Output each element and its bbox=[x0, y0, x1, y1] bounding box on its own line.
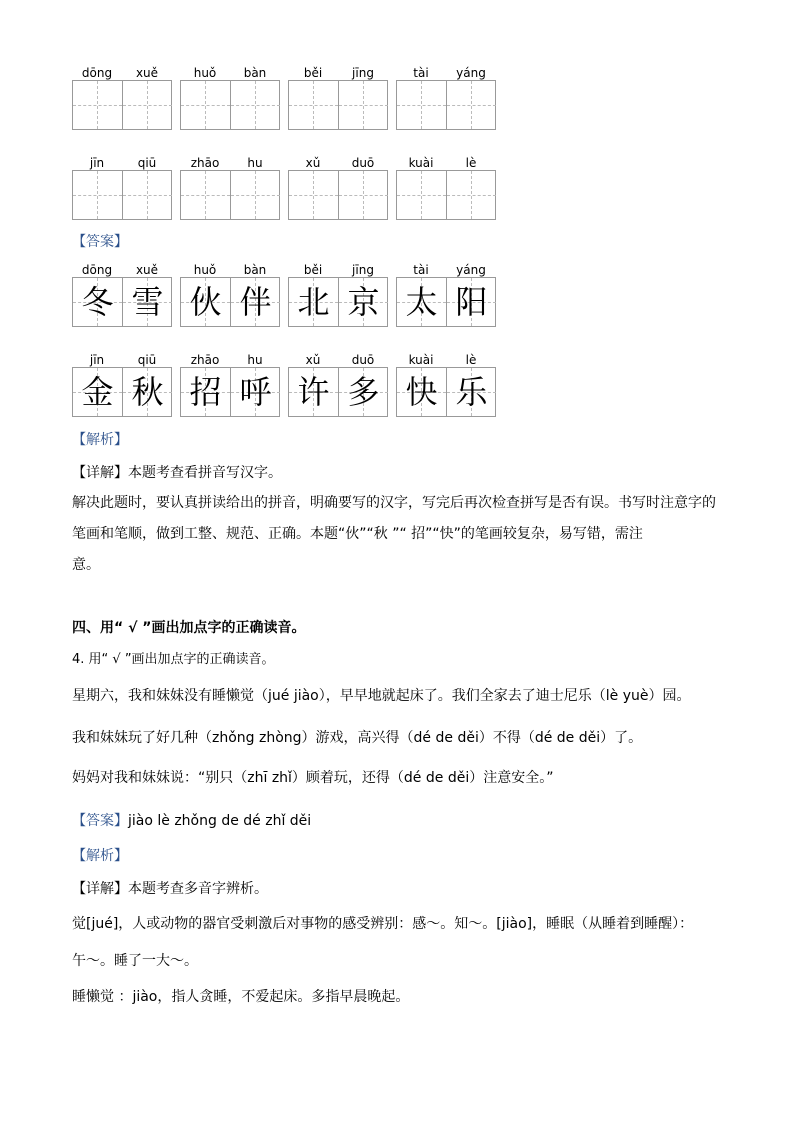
pinyin-label: yáng bbox=[456, 66, 486, 80]
pinyin-label: huǒ bbox=[193, 66, 217, 80]
analysis-label: 【解析】 bbox=[72, 848, 128, 864]
answer-line bbox=[72, 812, 311, 830]
writing-cell[interactable] bbox=[230, 81, 280, 129]
answer-char: 伙 bbox=[189, 283, 222, 321]
writing-boxes[interactable] bbox=[396, 80, 496, 130]
answer-char: 太 bbox=[405, 283, 438, 321]
answer-char: 北 bbox=[297, 283, 330, 321]
pinyin-label: jīn bbox=[89, 353, 105, 367]
writing-boxes[interactable] bbox=[72, 170, 172, 220]
pinyin-label: bàn bbox=[243, 263, 267, 277]
writing-cell[interactable] bbox=[230, 171, 280, 219]
writing-boxes[interactable] bbox=[288, 80, 388, 130]
writing-cell[interactable] bbox=[289, 81, 338, 129]
pinyin-label: hu bbox=[247, 156, 263, 170]
answer-char: 伴 bbox=[239, 283, 272, 321]
writing-cell[interactable] bbox=[181, 81, 230, 129]
writing-cell[interactable] bbox=[122, 81, 172, 129]
writing-cell[interactable] bbox=[397, 81, 446, 129]
writing-boxes[interactable] bbox=[72, 80, 172, 130]
pinyin-label: tài bbox=[413, 66, 429, 80]
pinyin-label: xǔ bbox=[305, 353, 321, 367]
answer-char: 秋 bbox=[131, 373, 164, 411]
answer-cell bbox=[397, 368, 446, 416]
answer-boxes bbox=[180, 277, 280, 327]
explanation-line: 午～。睡了一大～。 bbox=[72, 953, 198, 969]
answer-cell bbox=[397, 278, 446, 326]
writing-cell[interactable] bbox=[73, 81, 122, 129]
section-heading: 四、用“ √ ”画出加点字的正确读音。 bbox=[72, 620, 306, 636]
pinyin-label: běi bbox=[303, 263, 323, 277]
answer-char: 许 bbox=[297, 373, 330, 411]
pinyin-label: jīng bbox=[352, 263, 374, 277]
writing-cell[interactable] bbox=[73, 171, 122, 219]
writing-boxes[interactable] bbox=[180, 170, 280, 220]
answer-cell bbox=[446, 368, 496, 416]
writing-cell[interactable] bbox=[338, 81, 388, 129]
pinyin-label: duō bbox=[351, 353, 375, 367]
answer-char: 多 bbox=[347, 373, 380, 411]
pinyin-label: lè bbox=[465, 353, 477, 367]
pinyin-label: xuě bbox=[135, 263, 159, 277]
answer-cell bbox=[289, 368, 338, 416]
writing-cell[interactable] bbox=[446, 171, 496, 219]
pinyin-label: hu bbox=[247, 353, 263, 367]
pinyin-label: kuài bbox=[408, 156, 434, 170]
answer-label: 【答案】 bbox=[72, 813, 128, 829]
answer-boxes bbox=[396, 367, 496, 417]
answer-char: 呼 bbox=[239, 373, 272, 411]
pinyin-label: běi bbox=[303, 66, 323, 80]
explanation-line: 觉[jué]，人或动物的器官受刺激后对事物的感受辨别：感～。知～。[jiào]，睡眠（从睡着到睡醒）： bbox=[72, 916, 694, 932]
pinyin-label: zhāo bbox=[190, 353, 220, 367]
pinyin-label: huǒ bbox=[193, 263, 217, 277]
answer-cell bbox=[230, 278, 280, 326]
answer-cell bbox=[122, 278, 172, 326]
paragraph-line: 笔画和笔顺，做到工整、规范、正确。本题“伙”“秋 ”“ 招”“快”的笔画较复杂，易写错，需注 bbox=[72, 526, 643, 542]
answer-char: 冬 bbox=[81, 283, 114, 321]
writing-cell[interactable] bbox=[181, 171, 230, 219]
writing-boxes[interactable] bbox=[180, 80, 280, 130]
answer-cell bbox=[338, 368, 388, 416]
answer-char: 京 bbox=[347, 283, 380, 321]
answer-text: jiào lè zhǒng de dé zhǐ děi bbox=[128, 813, 312, 829]
pinyin-label: qiū bbox=[137, 353, 157, 367]
writing-cell[interactable] bbox=[397, 171, 446, 219]
writing-cell[interactable] bbox=[289, 171, 338, 219]
pinyin-label: duō bbox=[351, 156, 375, 170]
answer-char: 招 bbox=[189, 373, 222, 411]
detail-line: 【详解】本题考查多音字辨析。 bbox=[72, 881, 268, 897]
pinyin-label: tài bbox=[413, 263, 429, 277]
answer-char: 阳 bbox=[455, 283, 488, 321]
writing-boxes[interactable] bbox=[396, 170, 496, 220]
pinyin-label: bàn bbox=[243, 66, 267, 80]
answer-boxes bbox=[288, 277, 388, 327]
pinyin-label: xǔ bbox=[305, 156, 321, 170]
question-line: 妈妈对我和妹妹说：“别只（zhī zhǐ）顾着玩，还得（dé de děi）注意安全。” bbox=[72, 770, 554, 786]
answer-cell bbox=[73, 368, 122, 416]
answer-label: 【答案】 bbox=[72, 234, 128, 250]
pinyin-label: dōng bbox=[81, 263, 113, 277]
answer-cell bbox=[181, 368, 230, 416]
answer-char: 金 bbox=[81, 373, 114, 411]
pinyin-label: jīng bbox=[352, 66, 374, 80]
writing-cell[interactable] bbox=[122, 171, 172, 219]
answer-boxes bbox=[396, 277, 496, 327]
answer-boxes bbox=[72, 367, 172, 417]
answer-cell bbox=[446, 278, 496, 326]
pinyin-label: yáng bbox=[456, 263, 486, 277]
writing-boxes[interactable] bbox=[288, 170, 388, 220]
answer-boxes bbox=[72, 277, 172, 327]
paragraph-line: 解决此题时，要认真拼读给出的拼音，明确要写的汉字，写完后再次检查拼写是否有误。书写时注意字的 bbox=[72, 495, 716, 511]
pinyin-label: kuài bbox=[408, 353, 434, 367]
writing-cell[interactable] bbox=[446, 81, 496, 129]
answer-char: 雪 bbox=[131, 283, 164, 321]
question-line: 星期六，我和妹妹没有睡懒觉（jué jiào），早早地就起床了。我们全家去了迪士尼乐（lè yuè）园。 bbox=[72, 688, 691, 704]
pinyin-label: zhāo bbox=[190, 156, 220, 170]
writing-cell[interactable] bbox=[338, 171, 388, 219]
answer-cell bbox=[338, 278, 388, 326]
analysis-label: 【解析】 bbox=[72, 432, 128, 448]
pinyin-label: jīn bbox=[89, 156, 105, 170]
answer-cell bbox=[289, 278, 338, 326]
pinyin-label: lè bbox=[465, 156, 477, 170]
pinyin-label: xuě bbox=[135, 66, 159, 80]
pinyin-label: dōng bbox=[81, 66, 113, 80]
explanation-line: 睡懒觉 ：jiào，指人贪睡，不爱起床。多指早晨晚起。 bbox=[72, 989, 410, 1005]
answer-char: 快 bbox=[405, 373, 438, 411]
answer-boxes bbox=[288, 367, 388, 417]
pinyin-label: qiū bbox=[137, 156, 157, 170]
answer-cell bbox=[181, 278, 230, 326]
answer-char: 乐 bbox=[455, 373, 488, 411]
detail-line: 【详解】本题考查看拼音写汉字。 bbox=[72, 465, 282, 481]
question-line: 我和妹妹玩了好几种（zhǒng zhòng）游戏，高兴得（dé de děi）不得（dé de děi）了。 bbox=[72, 730, 643, 746]
answer-cell bbox=[73, 278, 122, 326]
paragraph-line: 意。 bbox=[72, 557, 100, 573]
answer-boxes bbox=[180, 367, 280, 417]
question-title: 4. 用“ √ ”画出加点字的正确读音。 bbox=[72, 652, 275, 667]
answer-cell bbox=[122, 368, 172, 416]
answer-cell bbox=[230, 368, 280, 416]
